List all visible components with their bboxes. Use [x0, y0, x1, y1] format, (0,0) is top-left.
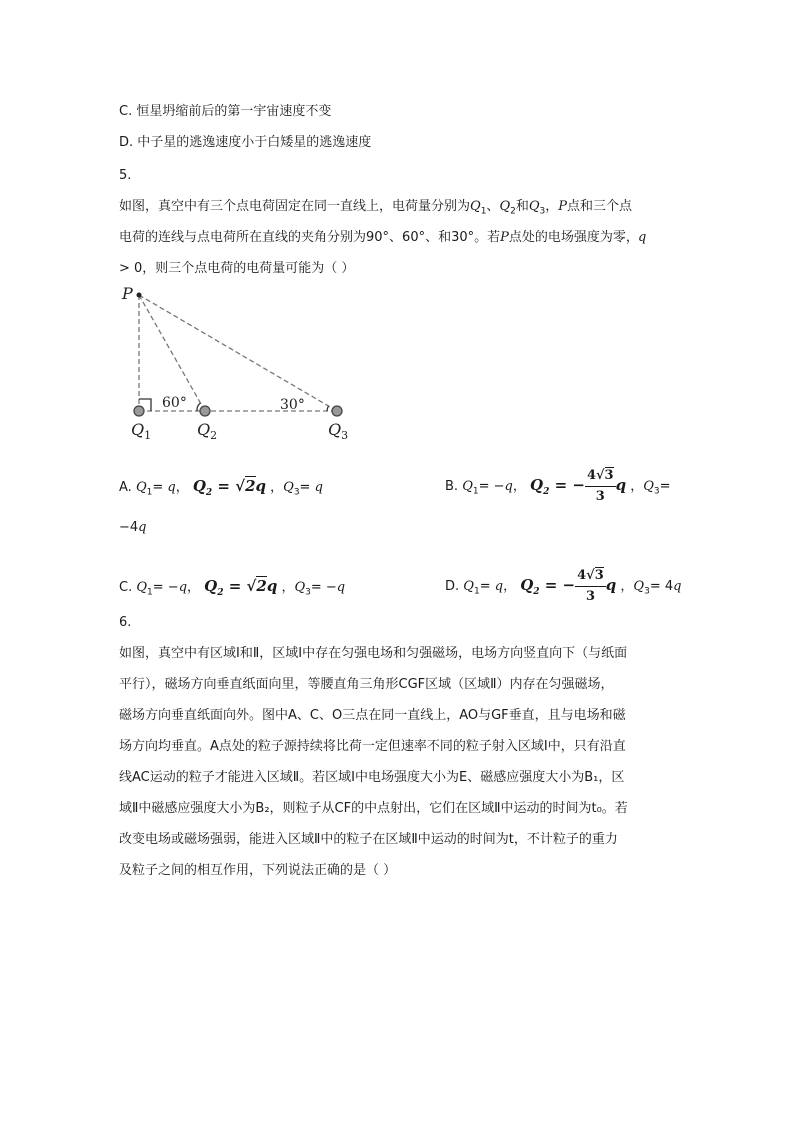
- option-d-prev: D. 中子星的逃逸速度小于白矮星的逃逸速度: [119, 135, 372, 150]
- question-6-line-5: 线AC运动的粒子才能进入区域Ⅱ。若区域Ⅰ中电场强度大小为E、磁感应强度大小为B₁，区: [119, 770, 625, 785]
- question-6-line-7: 改变电场或磁场强弱，能进入区域Ⅱ中的粒子在区域Ⅱ中运动的时间为t，不计粒子的重力: [119, 832, 618, 847]
- option-c: C. $Q_1= -q$， $Q_2 = √2q$ ，$Q_3= -q$: [119, 577, 346, 598]
- question-6-line-8: 及粒子之间的相互作用，下列说法正确的是（ ）: [119, 863, 397, 878]
- label-angle-60: 60°: [162, 395, 187, 411]
- label-p: P: [122, 284, 133, 303]
- label-q1: $Q_1$: [131, 420, 152, 442]
- question-6-line-4: 场方向均垂直。A点处的粒子源持续将比荷一定但速率不同的粒子射入区域Ⅰ中，只有沿直: [119, 739, 626, 754]
- question-6-line-1: 如图，真空中有区域Ⅰ和Ⅱ，区域Ⅰ中存在匀强电场和匀强磁场，电场方向竖直向下（与纸面: [119, 646, 628, 661]
- question-5-figure: [115, 282, 355, 442]
- option-a: A. $Q_1= q$， $Q_2 = √2q$ ，$Q_3= q$: [119, 477, 323, 498]
- question-6-line-2: 平行），磁场方向垂直纸面向里，等腰直角三角形CGF区域（区域Ⅱ）内存在匀强磁场，: [119, 677, 614, 692]
- label-angle-30: 30°: [280, 397, 305, 413]
- label-q3: $Q_3$: [328, 420, 349, 442]
- option-c-prev: C. 恒星坍缩前后的第一宇宙速度不变: [119, 104, 332, 119]
- option-b: B. $Q_1= -q$， $Q_2$ = − $\frac{4√3}{3}$ q ，$Q_3=$: [445, 468, 671, 504]
- question-6-line-3: 磁场方向垂直纸面向外。图中A、C、O三点在同一直线上，AO与GF垂直，且与电场和磁: [119, 708, 626, 723]
- question-5-stem-line3: > 0，则三个点电荷的电荷量可能为（ ）: [119, 261, 355, 276]
- question-5-stem-line1: 如图，真空中有三个点电荷固定在同一直线上，电荷量分别为$Q_1$、$Q_2$和$Q_3$，P点和三个点: [119, 199, 633, 217]
- question-5-number: 5.: [119, 168, 132, 183]
- question-6-number: 6.: [119, 615, 132, 630]
- label-q2: $Q_2$: [197, 420, 218, 442]
- question-6-line-6: 域Ⅱ中磁感应强度大小为B₂，则粒子从CF的中点射出，它们在区域Ⅱ中运动的时间为t₀。若: [119, 801, 628, 816]
- option-d: D. $Q_1= q$， $Q_2$ = − $\frac{4√3}{3}$ q ，$Q_3= 4q$: [445, 568, 682, 604]
- option-b-continued: −4q: [119, 520, 147, 535]
- question-5-stem-line2: 电荷的连线与点电荷所在直线的夹角分别为90°、60°、和30°。若P点处的电场强度为零， q: [119, 230, 647, 245]
